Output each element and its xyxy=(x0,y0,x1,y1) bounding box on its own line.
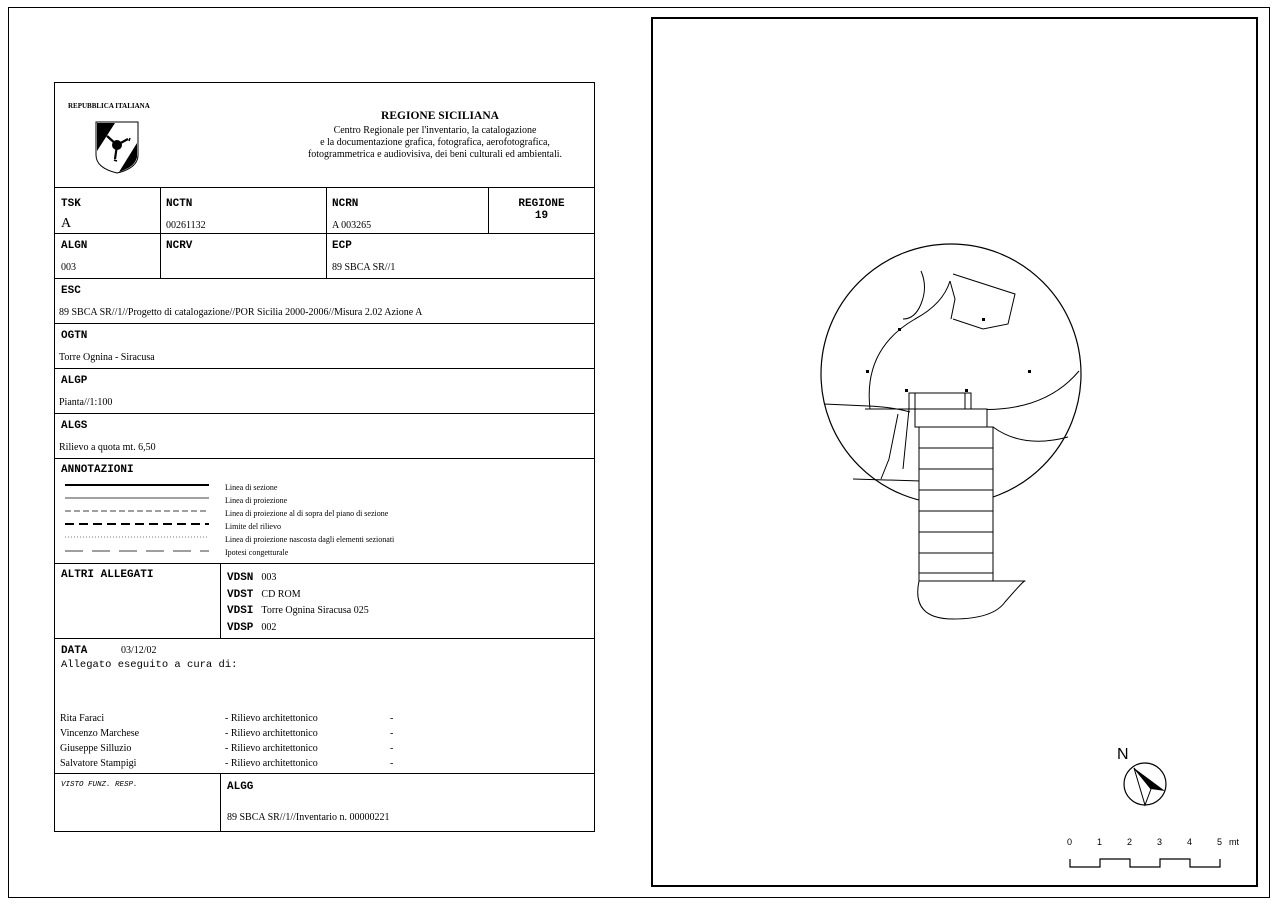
annotazioni-label: ANNOTAZIONI xyxy=(61,464,134,476)
regione-cell xyxy=(488,188,594,233)
allegati-list xyxy=(220,564,594,638)
region-title: REGIONE SICILIANA xyxy=(381,110,499,122)
author-name: Vincenzo Marchese xyxy=(60,728,140,739)
scale-unit: mt xyxy=(1229,837,1239,847)
data-caption: Allegato eseguito a cura di: xyxy=(61,659,238,671)
row-tsk xyxy=(55,188,594,234)
legend-text: Ipotesi congetturale xyxy=(225,548,289,557)
catalog-card xyxy=(54,82,595,832)
scale-tick: 1 xyxy=(1097,837,1103,847)
row-ogtn xyxy=(55,324,594,369)
staircase xyxy=(915,409,993,581)
nctn-label: NCTN xyxy=(166,198,193,210)
row-algn xyxy=(55,234,594,279)
tsk-value: A xyxy=(61,216,72,231)
allegati-item: VDSP 002 xyxy=(227,621,277,634)
legend-text: Limite del rilievo xyxy=(225,522,281,531)
author-role: - Rilievo architettonico xyxy=(225,728,318,739)
ncrn-cell xyxy=(326,188,488,233)
row-footer xyxy=(55,774,594,831)
allegati-item: VDSI Torre Ognina Siracusa 025 xyxy=(227,605,369,617)
algn-value: 003 xyxy=(61,262,76,273)
scale-tick: 5 xyxy=(1217,837,1223,847)
allegati-item: VDSN 003 xyxy=(227,572,277,584)
nctn-value: 00261132 xyxy=(166,220,206,231)
ecp-label: ECP xyxy=(332,240,352,252)
ecp-cell xyxy=(326,234,594,278)
scale-tick: 2 xyxy=(1127,837,1133,847)
allegati-label: ALTRI ALLEGATI xyxy=(61,569,154,581)
author-role: - Rilievo architettonico xyxy=(225,758,318,769)
ncrv-label: NCRV xyxy=(166,240,193,252)
row-algs xyxy=(55,414,594,459)
ncrn-label: NCRN xyxy=(332,198,359,210)
allegati-item: VDST CD ROM xyxy=(227,588,301,601)
authors-extra: - - - - xyxy=(390,713,394,769)
card-header xyxy=(55,83,594,188)
esc-label: ESC xyxy=(61,285,81,297)
legend-text: Linea di proiezione xyxy=(225,496,288,505)
row-algp xyxy=(55,369,594,414)
nctn-cell xyxy=(160,188,326,233)
author-name: Giuseppe Silluzio xyxy=(60,743,132,754)
scale-bar xyxy=(1070,859,1220,867)
scale-labels xyxy=(1067,837,1239,847)
author-role: - Rilievo architettonico xyxy=(225,743,318,754)
legend-text: Linea di proiezione nascosta dagli elementi sezionati xyxy=(225,535,395,544)
ncrv-cell xyxy=(160,234,326,278)
data-label: DATA xyxy=(61,645,88,657)
legend-texts xyxy=(225,481,394,559)
legend-text: Linea di proiezione al di sopra del piano di sezione xyxy=(225,509,389,518)
row-data xyxy=(55,639,594,774)
author-name: Salvatore Stampigi xyxy=(60,758,137,769)
ogtn-value: Torre Ognina - Siracusa xyxy=(59,352,155,363)
legend-lines xyxy=(63,481,213,561)
republic-label: REPUBBLICA ITALIANA xyxy=(68,102,150,110)
tsk-label: TSK xyxy=(61,198,81,210)
esc-value: 89 SBCA SR//1//Progetto di catalogazione//POR Sicilia 2000-2006//Misura 2.02 Azione A xyxy=(59,307,423,318)
authors-roles xyxy=(225,711,318,771)
row-esc xyxy=(55,279,594,324)
data-value: 03/12/02 xyxy=(121,645,157,656)
algp-label: ALGP xyxy=(61,375,88,387)
algp-value: Pianta//1:100 xyxy=(59,397,113,408)
author-name: Rita Faraci xyxy=(60,713,105,724)
north-letter: N xyxy=(1117,746,1129,763)
scale-tick: 0 xyxy=(1067,837,1073,847)
legend-text: Linea di sezione xyxy=(225,483,278,492)
row-annotazioni xyxy=(55,459,594,564)
sicily-emblem xyxy=(95,121,139,174)
center-description: Centro Regionale per l'inventario, la catalogazione e la documentazione grafica, fotografica, aerofotografica, fotogrammetrica e audiovisiva, dei beni culturali ed ambientali. xyxy=(307,125,563,160)
scale-tick: 4 xyxy=(1187,837,1193,847)
algg-label: ALGG xyxy=(227,781,254,793)
algg-value: 89 SBCA SR//1//Inventario n. 00000221 xyxy=(227,812,390,823)
author-role: - Rilievo architettonico xyxy=(225,713,318,724)
algn-label: ALGN xyxy=(61,240,88,252)
algs-label: ALGS xyxy=(61,420,88,432)
row-allegati xyxy=(55,564,594,639)
ncrn-value: A 003265 xyxy=(332,220,372,231)
authors-names xyxy=(60,711,139,771)
landing xyxy=(918,581,1025,619)
algs-value: Rilievo a quota mt. 6,50 xyxy=(59,442,156,453)
ecp-value: 89 SBCA SR//1 xyxy=(332,262,396,273)
tower-plan xyxy=(653,19,1256,885)
visto-label: VISTO FUNZ. RESP. xyxy=(61,781,138,789)
ogtn-label: OGTN xyxy=(61,330,88,342)
scale-tick: 3 xyxy=(1157,837,1163,847)
plan-drawing-frame xyxy=(651,17,1258,887)
regione-label: REGIONE xyxy=(518,198,565,210)
algg-cell xyxy=(220,774,594,831)
regione-value: 19 xyxy=(534,210,549,222)
